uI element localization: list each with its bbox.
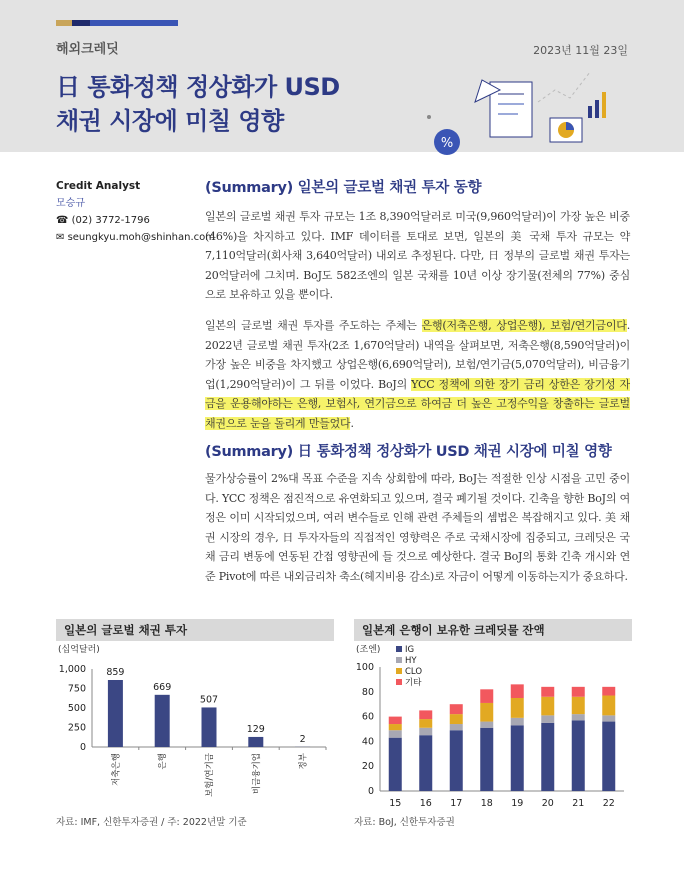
chart2-bar-segment bbox=[389, 738, 402, 791]
section1-paragraph2 bbox=[205, 316, 630, 433]
chart2-ytick-label: 100 bbox=[355, 662, 374, 673]
mail-icon: ✉ bbox=[56, 232, 68, 243]
chart1-category-label: 정부 bbox=[298, 753, 309, 770]
chart2-bar-segment bbox=[511, 718, 524, 725]
chart2-bar-segment bbox=[419, 728, 432, 735]
chart2-bar-segment bbox=[419, 710, 432, 719]
chart2-legend-label: CLO bbox=[405, 667, 423, 677]
chart1-title: 일본의 글로벌 채권 투자 bbox=[56, 619, 334, 641]
chart2-ytick-label: 20 bbox=[361, 761, 374, 773]
chart1-data-label: 129 bbox=[246, 723, 265, 735]
chart1-ytick-label: 0 bbox=[79, 742, 86, 753]
chart2-unit-label: (조엔) bbox=[356, 645, 381, 655]
chart2-bar-segment bbox=[541, 697, 554, 716]
author-email-text[interactable]: seungkyu.moh@shinhan.com bbox=[67, 232, 216, 243]
chart2-bar-segment bbox=[511, 684, 524, 698]
section2-paragraph: 물가상승률이 2%대 목표 수준을 지속 상회함에 따라, BoJ는 적절한 인상 시점을 고민 중이다. YCC 정책은 점진적으로 유연화되고 있으며, 결국 폐기될 것이다. 긴축을 향한 BoJ의 여정은 이미 시작되었으며, 여러 변수들로 인해 관련 주체들의 셈법은 복잡해지고 있다. 美 채권 시장의 경우, 日 투자자들의 직접적인 영향력은 주로 국채시장에 집중되고, 크레딧은 국채 금리 변동에 연동된 간접 영향권에 들 것으로 예상한다. 결국 BoJ의 통화 긴축 개시와 연준 Pivot에 따른 내외금리차 축소(헤지비용 감소)로 자금이 어떻게 이동하는지가 중요하다. bbox=[205, 472, 630, 583]
publication-name: 해외크레딧 bbox=[56, 42, 119, 57]
chart2-legend-label: HY bbox=[405, 656, 417, 666]
chart1-ytick-label: 750 bbox=[67, 683, 86, 695]
header-accent-bar-navy bbox=[72, 20, 90, 26]
chart2-bar-segment bbox=[572, 687, 585, 697]
report-title-line1: 日 통화정책 정상화가 USD bbox=[56, 73, 340, 101]
chart2-bar-segment bbox=[480, 689, 493, 703]
chart2-legend-label: 기타 bbox=[405, 678, 422, 688]
chart2-category-label: 20 bbox=[541, 798, 554, 809]
para2-text-c: . bbox=[350, 416, 354, 430]
chart1-bar bbox=[108, 680, 123, 747]
chart1-bar bbox=[202, 707, 217, 747]
chart2-title: 일본계 은행이 보유한 크레딧물 잔액 bbox=[354, 619, 632, 641]
chart2-ytick-label: 0 bbox=[367, 786, 374, 797]
chart2-bar-segment bbox=[419, 719, 432, 728]
chart1-category-label: 보험/연기금 bbox=[205, 753, 215, 797]
chart1-category-label: 비금융기업 bbox=[251, 753, 262, 795]
author-name: 모승규 bbox=[56, 198, 85, 209]
section2-heading: (Summary) 日 통화정책 정상화가 USD 채권 시장에 미칠 영향 bbox=[205, 444, 612, 460]
author-phone-text: (02) 3772-1796 bbox=[71, 215, 150, 226]
chart1-ytick-label: 1,000 bbox=[58, 664, 86, 675]
chart2-ytick-label: 80 bbox=[361, 686, 374, 698]
chart2-category-label: 17 bbox=[450, 798, 463, 809]
chart2-bar-segment bbox=[480, 728, 493, 791]
chart2-bar-segment bbox=[389, 717, 402, 724]
chart2-bar-segment bbox=[572, 720, 585, 791]
chart2-category-label: 18 bbox=[480, 798, 493, 809]
chart2-bar-segment bbox=[541, 715, 554, 722]
chart2-bar-segment bbox=[450, 724, 463, 730]
chart2-bar-segment bbox=[602, 696, 615, 716]
chart1-data-label: 2 bbox=[299, 733, 306, 745]
chart1-ytick-label: 500 bbox=[67, 703, 86, 714]
svg-text:%: % bbox=[440, 136, 454, 151]
chart2-legend-swatch bbox=[396, 668, 402, 674]
chart2-bar-segment bbox=[450, 704, 463, 714]
chart2-legend-label: IG bbox=[405, 645, 415, 655]
chart2-ytick-label: 60 bbox=[361, 711, 374, 723]
chart2-bar-segment bbox=[602, 687, 615, 696]
chart2-bar-segment bbox=[389, 730, 402, 737]
author-role: Credit Analyst bbox=[56, 180, 141, 192]
chart2-category-label: 22 bbox=[602, 798, 615, 809]
finance-illustration-icon bbox=[420, 62, 630, 157]
chart2-bar-segment bbox=[541, 723, 554, 791]
chart2-bar-segment bbox=[480, 722, 493, 728]
chart2-bar-segment bbox=[511, 698, 524, 718]
section1-heading: (Summary) 일본의 글로벌 채권 투자 동향 bbox=[205, 180, 482, 196]
chart1-source: 자료: IMF, 신한투자증권 / 주: 2022년말 기준 bbox=[56, 817, 247, 828]
header-accent-bar-blue bbox=[90, 20, 178, 26]
chart2-legend-swatch bbox=[396, 646, 402, 652]
chart1-category-label: 은행 bbox=[158, 753, 169, 770]
chart2-bar-segment bbox=[389, 724, 402, 730]
chart1-svg bbox=[56, 643, 334, 808]
author-phone bbox=[56, 212, 215, 229]
chart2-legend-swatch bbox=[396, 679, 402, 685]
chart1-data-label: 507 bbox=[199, 694, 219, 706]
chart1-bar bbox=[155, 695, 170, 747]
chart2-bar-segment bbox=[572, 714, 585, 720]
chart2-bar-segment bbox=[572, 697, 585, 714]
chart2-bar-segment bbox=[450, 730, 463, 791]
chart2-source: 자료: BoJ, 신한투자증권 bbox=[354, 817, 455, 828]
chart1-data-label: 859 bbox=[106, 666, 125, 678]
para2-highlight2: YCC 정책에 의한 장기 금리 상한은 장기성 자금을 운용해야하는 은행, 보험사, 연기금으로 하여금 더 높은 고정수익을 창출하는 글로벌 채권으로 눈을 돌리게 만들었다 bbox=[205, 377, 630, 430]
chart1-bar bbox=[248, 737, 263, 747]
chart1-data-label: 669 bbox=[153, 681, 172, 693]
chart2-bar-segment bbox=[450, 714, 463, 724]
para2-text-a: 일본의 글로벌 채권 투자를 주도하는 주체는 bbox=[205, 319, 422, 332]
chart2-category-label: 19 bbox=[511, 798, 524, 809]
report-date: 2023년 11월 23일 bbox=[533, 44, 628, 57]
phone-icon: ☎ bbox=[56, 215, 72, 226]
chart2-bar-segment bbox=[602, 722, 615, 791]
report-title bbox=[56, 70, 340, 138]
chart2-bar-segment bbox=[419, 735, 432, 791]
para2-text-b: . 2022년 글로벌 채권 투자(2조 1,670억달러) 내역을 살펴보면, 저축은행(8,590억달러)이 가장 높은 비중을 차지했고 상업은행(6,690억달러), 보험/연기금(5,070억달러), 비금융기업(1,290억달러)이 그 뒤를 이었다. BoJ의 bbox=[205, 319, 630, 391]
chart2-legend-swatch bbox=[396, 657, 402, 663]
header-accent-bar-gold bbox=[56, 20, 72, 26]
report-title-line2: 채권 시장에 미칠 영향 bbox=[56, 107, 284, 135]
chart2-bar-segment bbox=[602, 715, 615, 721]
report-header bbox=[0, 0, 684, 152]
chart2-bar-segment bbox=[480, 703, 493, 722]
chart1-ytick-label: 250 bbox=[67, 722, 86, 734]
chart2-ytick-label: 40 bbox=[361, 736, 374, 748]
chart2-bar-segment bbox=[511, 725, 524, 791]
chart2-category-label: 16 bbox=[419, 798, 432, 809]
chart2-svg bbox=[354, 643, 632, 811]
section1-paragraph1: 일본의 글로벌 채권 투자 규모는 1조 8,390억달러로 미국(9,960억달러)이 가장 높은 비중(46%)을 차지하고 있다. IMF 데이터를 토대로 보면, 일본의 美 국채 투자 규모는 약 7,110억달러(회사채 3,640억달러) 내외로 추정된다. 다만, 日 정부의 글로벌 채권 투자는 20억달러에 그치며. BoJ도 582조엔의 일본 국채를 10년 이상 장기물(전체의 77%) 중심으로 보유하고 있을 뿐이다. bbox=[205, 210, 630, 301]
chart2-bar-segment bbox=[541, 687, 554, 697]
para2-highlight1: 은행(저축은행, 상업은행), 보험/연기금이다 bbox=[421, 319, 627, 332]
chart1-category-label: 저축은행 bbox=[111, 753, 122, 786]
author-email[interactable] bbox=[56, 229, 215, 246]
chart1-unit-label: (십억달러) bbox=[58, 645, 100, 655]
chart2-category-label: 21 bbox=[572, 798, 585, 809]
chart2-category-label: 15 bbox=[389, 798, 402, 809]
author-info bbox=[56, 178, 215, 246]
